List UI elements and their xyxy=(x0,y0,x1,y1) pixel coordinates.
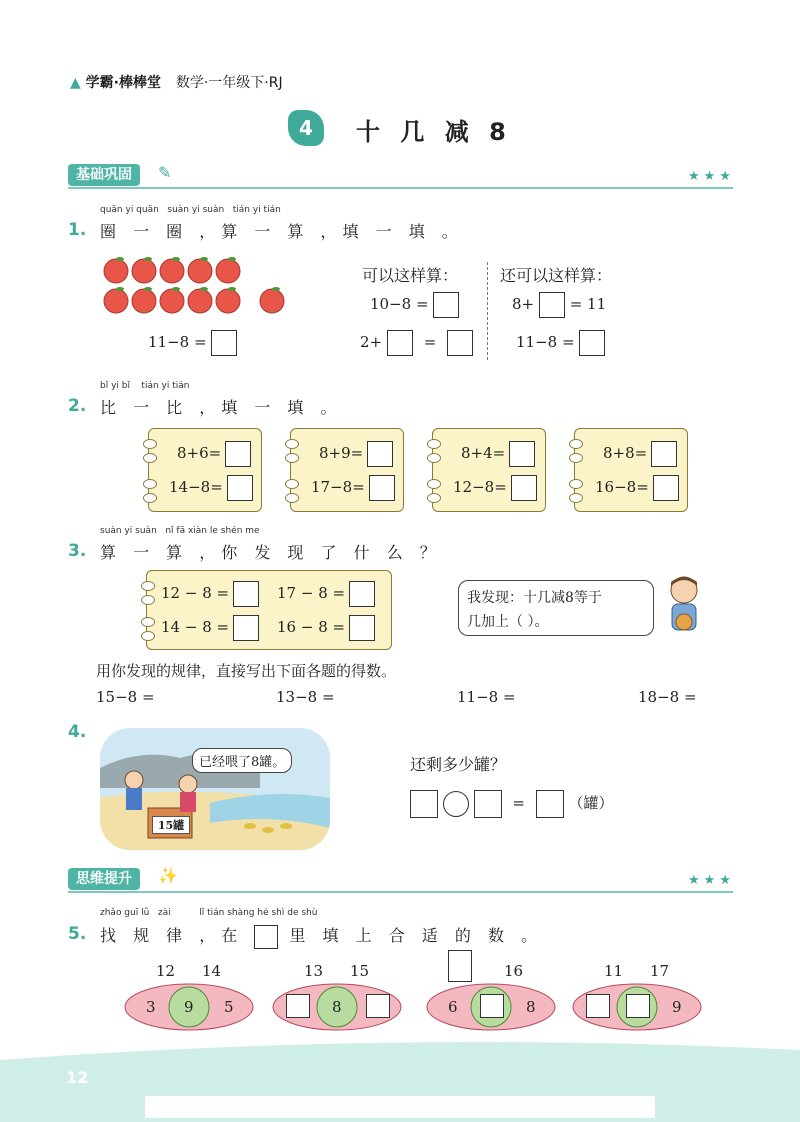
boy-illustration xyxy=(662,574,706,638)
answer-box[interactable] xyxy=(233,615,259,641)
card-eq-a: 8+4= xyxy=(461,444,506,462)
q1-main-equation xyxy=(148,330,237,356)
note-card xyxy=(148,428,262,512)
answer-box[interactable] xyxy=(367,441,393,467)
q1-text: 圈 一 圈 ，算 一 算 ，填 一 填 。 xyxy=(100,222,464,241)
venn-top-right: 17 xyxy=(650,962,670,980)
rule-eq: 11−8 = xyxy=(457,688,516,706)
venn-group xyxy=(124,960,254,1030)
venn-right: 5 xyxy=(224,998,234,1016)
q5-pinyin: zhǎo guī lǜ zài lǐ tián shàng hé shì de shù xyxy=(100,908,318,918)
q5-text-b: 里 填 上 合 适 的 数 。 xyxy=(289,926,544,945)
answer-box[interactable] xyxy=(586,994,610,1018)
equals-sign: = xyxy=(512,794,525,812)
rule-text: 用你发现的规律，直接写出下面各题的得数。 xyxy=(96,662,397,680)
subject-label: 数学·一年级下·RJ xyxy=(175,75,283,91)
method2-eq1-text-a: 8+ xyxy=(512,295,535,313)
difficulty-stars: ★★★ xyxy=(688,873,735,888)
answer-box[interactable] xyxy=(387,330,413,356)
answer-box[interactable] xyxy=(651,441,677,467)
box-label: 15罐 xyxy=(152,816,190,834)
answer-box[interactable] xyxy=(369,475,395,501)
answer-box[interactable] xyxy=(233,581,259,607)
q5-number: 5. xyxy=(68,924,87,944)
venn-group xyxy=(272,960,402,1030)
q4-number: 4. xyxy=(68,722,87,742)
answer-box[interactable] xyxy=(511,475,537,501)
method2-eq1-text-b: = 11 xyxy=(569,295,607,313)
method1-eq2-text-b: = xyxy=(423,333,437,351)
method-divider xyxy=(487,262,488,360)
beach-illustration xyxy=(100,728,330,850)
q2-pinyin: bǐ yi bǐ tián yi tián xyxy=(100,381,190,391)
answer-box[interactable] xyxy=(225,441,251,467)
answer-box[interactable] xyxy=(480,994,504,1018)
answer-box[interactable] xyxy=(509,441,535,467)
cap-icon: ▲ xyxy=(70,75,81,91)
q1-number: 1. xyxy=(68,220,87,240)
answer-box[interactable] xyxy=(448,950,472,982)
venn-group xyxy=(572,960,702,1030)
brand-label: 学霸·棒棒堂 xyxy=(85,75,161,91)
answer-box[interactable] xyxy=(447,330,473,356)
venn-top-left: 13 xyxy=(304,962,324,980)
card-eq-b: 14−8= xyxy=(169,478,223,496)
lesson-number-badge: 4 xyxy=(288,110,324,146)
venn-right: 8 xyxy=(526,998,536,1016)
note-card xyxy=(290,428,404,512)
method1-eq2-text-a: 2+ xyxy=(360,333,383,351)
unit-label: （罐） xyxy=(568,794,614,812)
card-eq-b: 17−8= xyxy=(311,478,365,496)
q2-text: 比 一 比 ，填 一 填 。 xyxy=(100,398,343,417)
hint-box xyxy=(254,925,278,949)
sparkle-icon: ✨ xyxy=(158,866,178,885)
section-divider xyxy=(68,187,733,189)
method1-eq1-text: 10−8 = xyxy=(370,295,429,313)
q3-number: 3. xyxy=(68,541,87,561)
card-eq-a: 8+6= xyxy=(177,444,222,462)
venn-left: 6 xyxy=(448,998,458,1016)
note-card xyxy=(574,428,688,512)
answer-box[interactable] xyxy=(211,330,237,356)
section-divider xyxy=(68,891,733,893)
q5-text xyxy=(100,923,543,949)
q3-eq: 14 − 8 = xyxy=(161,618,230,636)
answer-box[interactable] xyxy=(626,994,650,1018)
bubble-line-2: 几加上（ ）。 xyxy=(467,614,549,630)
q3-pinyin: suàn yi suàn nǐ fā xiàn le shén me xyxy=(100,526,260,536)
section-basic-label: 基础巩固 xyxy=(68,164,140,186)
venn-top-left: 12 xyxy=(156,962,176,980)
answer-box[interactable] xyxy=(653,475,679,501)
q3-card xyxy=(146,570,392,650)
method2-label: 还可以这样算： xyxy=(500,266,613,285)
venn-top-right: 16 xyxy=(504,962,524,980)
answer-box[interactable] xyxy=(539,292,565,318)
q3-eq: 12 − 8 = xyxy=(161,584,230,602)
operator-circle[interactable] xyxy=(443,791,469,817)
q3-text: 算 一 算 ，你 发 现 了 什 么 ？ xyxy=(100,543,442,562)
card-eq-a: 8+8= xyxy=(603,444,648,462)
method1-eq2 xyxy=(360,330,473,356)
method1-eq1 xyxy=(370,292,459,318)
section-advanced-label: 思维提升 xyxy=(68,868,140,890)
q4-equation xyxy=(410,790,614,818)
note-card xyxy=(432,428,546,512)
answer-box[interactable] xyxy=(536,790,564,818)
apples-illustration xyxy=(100,255,300,325)
q3-eq: 16 − 8 = xyxy=(277,618,346,636)
bubble-line-1: 我发现：十几减8等于 xyxy=(467,590,602,606)
venn-top-left: 11 xyxy=(604,962,624,980)
rule-eq: 13−8 = xyxy=(276,688,335,706)
q5-text-a: 找 规 律 ，在 xyxy=(100,926,244,945)
answer-box[interactable] xyxy=(433,292,459,318)
rule-eq: 18−8 = xyxy=(638,688,697,706)
answer-box[interactable] xyxy=(366,994,390,1018)
venn-group xyxy=(426,950,556,1030)
rule-eq: 15−8 = xyxy=(96,688,155,706)
answer-box[interactable] xyxy=(227,475,253,501)
lesson-title: 十 几 减 8 xyxy=(356,118,512,146)
speech-bubble: 已经喂了8罐。 xyxy=(192,748,292,773)
answer-box[interactable] xyxy=(474,790,502,818)
answer-box[interactable] xyxy=(286,994,310,1018)
book-header xyxy=(70,72,283,92)
method2-eq1 xyxy=(512,292,606,318)
answer-box[interactable] xyxy=(349,581,375,607)
q1-pinyin: quān yi quān suàn yi suàn tián yi tián xyxy=(100,205,281,215)
q1-main-eq-text: 11−8 = xyxy=(148,333,207,351)
venn-mid: 8 xyxy=(332,998,342,1016)
footer-blank-strip xyxy=(145,1096,655,1118)
method2-eq2 xyxy=(516,330,605,356)
q3-eq: 17 − 8 = xyxy=(277,584,346,602)
discovery-bubble xyxy=(458,580,654,636)
difficulty-stars: ★★★ xyxy=(688,169,735,184)
q2-number: 2. xyxy=(68,396,87,416)
card-eq-a: 8+9= xyxy=(319,444,364,462)
answer-box[interactable] xyxy=(579,330,605,356)
answer-box[interactable] xyxy=(410,790,438,818)
venn-top-right: 15 xyxy=(350,962,370,980)
q4-question: 还剩多少罐？ xyxy=(410,755,507,774)
method1-label: 可以这样算： xyxy=(362,266,459,285)
venn-mid: 9 xyxy=(184,998,194,1016)
page-number: 12 xyxy=(66,1068,89,1087)
pencil-icon: ✎ xyxy=(158,163,172,182)
venn-top-right: 14 xyxy=(202,962,222,980)
beach-scene xyxy=(100,728,330,850)
card-eq-b: 16−8= xyxy=(595,478,649,496)
venn-left: 3 xyxy=(146,998,156,1016)
method2-eq2-text: 11−8 = xyxy=(516,333,575,351)
venn-right: 9 xyxy=(672,998,682,1016)
card-eq-b: 12−8= xyxy=(453,478,507,496)
answer-box[interactable] xyxy=(349,615,375,641)
